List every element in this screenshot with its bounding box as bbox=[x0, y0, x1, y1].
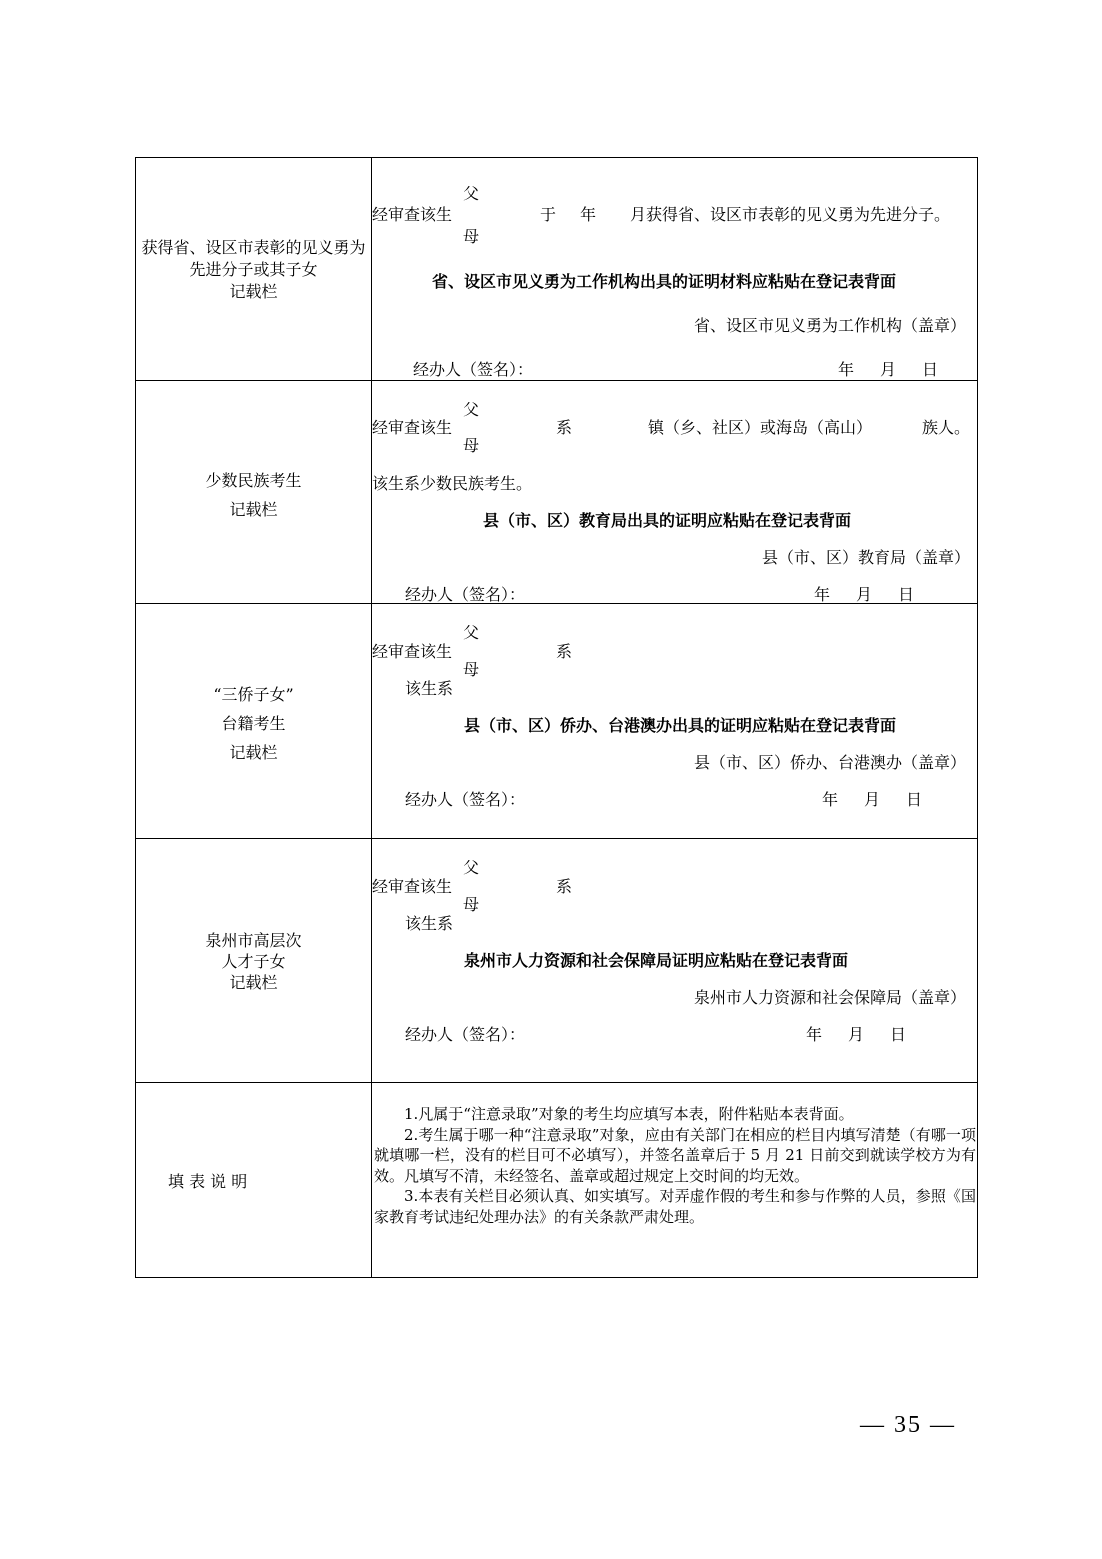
date-day: 日 bbox=[890, 1025, 907, 1044]
instruction-item: 2.考生属于哪一种“注意录取”对象，应由有关部门在相应的栏目内填写清楚（有哪一项就填哪一栏，没有的栏目可不必填写），并签名盖章后于 5 月 21 日前交到就读学校方为有效。凡填写不清，未经签名、盖章或超过规定上交时间的均无效。 bbox=[374, 1125, 976, 1185]
attachment-notice: 省、设区市见义勇为工作机构出具的证明材料应粘贴在登记表背面 bbox=[432, 272, 897, 291]
row-label-heroic-sub: 记载栏 bbox=[229, 282, 278, 301]
row-divider-4 bbox=[135, 1082, 978, 1083]
confirmation-line: 该生系 bbox=[405, 679, 454, 698]
check-prefix: 经审查该生 bbox=[372, 205, 453, 224]
row-label-overseas bbox=[136, 680, 371, 767]
row-label-minority-line: 少数民族考生 bbox=[205, 471, 302, 490]
date-day: 日 bbox=[922, 360, 939, 379]
row-label-talent bbox=[136, 930, 371, 993]
town-text: 镇（乡、社区）或海岛（高山） bbox=[648, 418, 873, 437]
date-day: 日 bbox=[898, 585, 915, 604]
check-prefix: 经审查该生 bbox=[372, 418, 453, 437]
check-prefix: 经审查该生 bbox=[372, 642, 453, 661]
confirmation-line: 该生系少数民族考生。 bbox=[372, 474, 533, 493]
signer-field: 经办人（签名）： bbox=[405, 790, 526, 809]
row-label-heroic bbox=[136, 237, 371, 303]
attachment-notice: 县（市、区）教育局出具的证明应粘贴在登记表背面 bbox=[483, 511, 852, 530]
father-option: 父 bbox=[463, 858, 480, 877]
ethnicity-text: 族人。 bbox=[922, 418, 971, 437]
signer-field: 经办人（签名）： bbox=[413, 360, 534, 379]
date-year: 年 bbox=[838, 360, 855, 379]
row-divider-3 bbox=[135, 838, 978, 839]
row-label-minority bbox=[136, 466, 371, 524]
row-label-talent-line: 泉州市高层次 bbox=[205, 931, 302, 950]
date-year: 年 bbox=[822, 790, 839, 809]
row-label-talent-line: 人才子女 bbox=[221, 952, 286, 971]
column-divider bbox=[371, 157, 372, 1278]
date-month: 月 bbox=[864, 790, 881, 809]
date-day: 日 bbox=[906, 790, 923, 809]
row-label-overseas-line: 台籍考生 bbox=[221, 714, 286, 733]
signer-field: 经办人（签名）： bbox=[405, 1025, 526, 1044]
date-month: 月 bbox=[856, 585, 873, 604]
instruction-item: 3.本表有关栏目必须认真、如实填写。对弄虚作假的考生和参与作弊的人员，参照《国家教育考试违纪处理办法》的有关条款严肃处理。 bbox=[374, 1187, 976, 1226]
stamp-field: 县（市、区）侨办、台港澳办（盖章） bbox=[694, 753, 967, 772]
mother-option: 母 bbox=[463, 436, 480, 455]
attachment-notice: 泉州市人力资源和社会保障局证明应粘贴在登记表背面 bbox=[464, 951, 849, 970]
father-option: 父 bbox=[463, 184, 480, 203]
award-statement: 月获得省、设区市表彰的见义勇为先进分子。 bbox=[630, 205, 951, 224]
instructions-body bbox=[374, 1104, 976, 1227]
yu-text: 于 bbox=[540, 205, 557, 224]
mother-option: 母 bbox=[463, 227, 480, 246]
row-label-overseas-line: 记载栏 bbox=[229, 743, 278, 762]
stamp-field: 泉州市人力资源和社会保障局（盖章） bbox=[694, 988, 967, 1007]
confirmation-line: 该生系 bbox=[405, 914, 454, 933]
father-option: 父 bbox=[463, 400, 480, 419]
row-divider-2 bbox=[135, 603, 978, 604]
year-text: 年 bbox=[580, 205, 597, 224]
signer-field: 经办人（签名）： bbox=[405, 585, 526, 604]
instructions-label: 填 表 说 明 bbox=[168, 1172, 248, 1191]
mother-option: 母 bbox=[463, 660, 480, 679]
father-option: 父 bbox=[463, 623, 480, 642]
attachment-notice: 县（市、区）侨办、台港澳办出具的证明应粘贴在登记表背面 bbox=[464, 716, 897, 735]
check-prefix: 经审查该生 bbox=[372, 877, 453, 896]
row-label-talent-line: 记载栏 bbox=[229, 973, 278, 992]
date-year: 年 bbox=[814, 585, 831, 604]
xi-text: 系 bbox=[556, 418, 573, 437]
row-divider-1 bbox=[135, 380, 978, 381]
stamp-field: 县（市、区）教育局（盖章） bbox=[762, 548, 971, 567]
xi-text: 系 bbox=[556, 642, 573, 661]
date-month: 月 bbox=[848, 1025, 865, 1044]
date-month: 月 bbox=[880, 360, 897, 379]
instruction-item: 1.凡属于“注意录取”对象的考生均应填写本表，附件粘贴本表背面。 bbox=[404, 1105, 854, 1123]
row-label-overseas-line: “三侨子女” bbox=[213, 685, 294, 704]
row-label-heroic-text: 获得省、设区市表彰的见义勇为先进分子或其子女 bbox=[141, 238, 366, 279]
stamp-field: 省、设区市见义勇为工作机构（盖章） bbox=[694, 316, 967, 335]
page-number: — 35 — bbox=[860, 1412, 956, 1438]
row-label-minority-line: 记载栏 bbox=[229, 500, 278, 519]
xi-text: 系 bbox=[556, 877, 573, 896]
date-year: 年 bbox=[806, 1025, 823, 1044]
mother-option: 母 bbox=[463, 895, 480, 914]
